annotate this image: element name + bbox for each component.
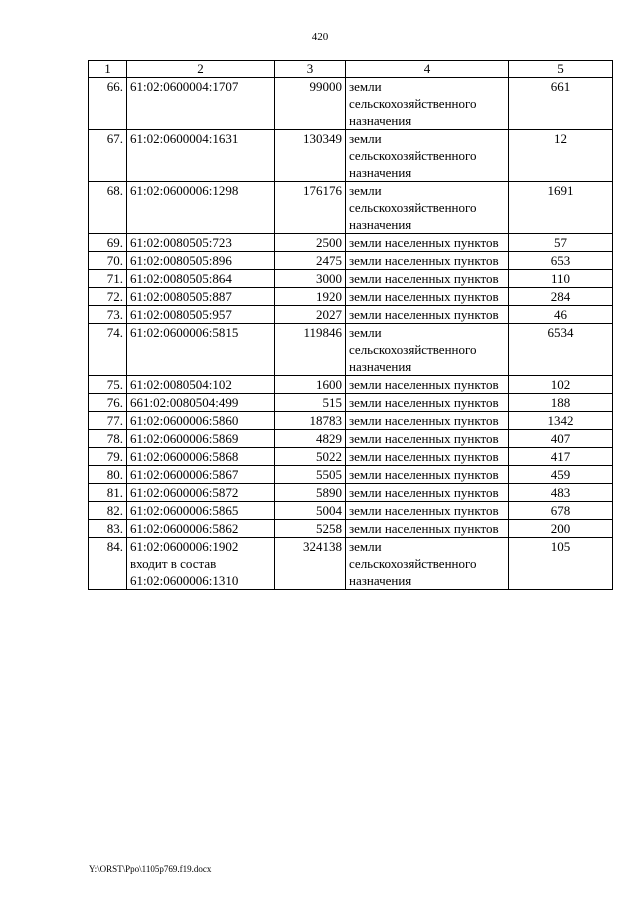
cadastral-number: 61:02:0600006:5869 (127, 430, 275, 448)
table-row (89, 252, 613, 270)
value-cell: 483 (509, 484, 613, 502)
row-number: 84. (89, 538, 127, 590)
plot-area: 2500 (275, 234, 346, 252)
plot-area: 130349 (275, 130, 346, 182)
land-category: земли населенных пунктов (346, 288, 509, 306)
table-row (89, 270, 613, 288)
row-number: 76. (89, 394, 127, 412)
land-category: земли населенных пунктов (346, 502, 509, 520)
plot-area: 5004 (275, 502, 346, 520)
row-number: 74. (89, 324, 127, 376)
table-body (89, 78, 613, 590)
row-number: 68. (89, 182, 127, 234)
cadastral-number: 61:02:0600004:1631 (127, 130, 275, 182)
value-cell: 1342 (509, 412, 613, 430)
row-number: 79. (89, 448, 127, 466)
value-cell: 102 (509, 376, 613, 394)
value-cell: 284 (509, 288, 613, 306)
plot-area: 1600 (275, 376, 346, 394)
plot-area: 18783 (275, 412, 346, 430)
value-cell: 459 (509, 466, 613, 484)
land-category: земли населенных пунктов (346, 376, 509, 394)
plot-area: 99000 (275, 78, 346, 130)
row-number: 73. (89, 306, 127, 324)
plot-area: 5505 (275, 466, 346, 484)
cadastral-number: 61:02:0600006:5867 (127, 466, 275, 484)
land-category: земли населенных пунктов (346, 306, 509, 324)
plot-area: 515 (275, 394, 346, 412)
table-row (89, 130, 613, 182)
land-category: земли населенных пунктов (346, 448, 509, 466)
plot-area: 2475 (275, 252, 346, 270)
plot-area: 5022 (275, 448, 346, 466)
row-number: 67. (89, 130, 127, 182)
value-cell: 57 (509, 234, 613, 252)
value-cell: 105 (509, 538, 613, 590)
value-cell: 46 (509, 306, 613, 324)
row-number: 72. (89, 288, 127, 306)
land-category: земли населенных пунктов (346, 412, 509, 430)
page-number: 420 (311, 31, 329, 43)
table-row (89, 288, 613, 306)
land-category: земли населенных пунктов (346, 252, 509, 270)
cadastral-number: 61:02:0600006:5862 (127, 520, 275, 538)
value-cell: 417 (509, 448, 613, 466)
column-header: 1 (89, 61, 127, 78)
table-row (89, 306, 613, 324)
value-cell: 1691 (509, 182, 613, 234)
land-category: земли населенных пунктов (346, 270, 509, 288)
table-row (89, 448, 613, 466)
land-category: земли сельскохозяйственного назначения (346, 78, 509, 130)
table-row (89, 234, 613, 252)
row-number: 80. (89, 466, 127, 484)
cadastral-number: 61:02:0600006:5860 (127, 412, 275, 430)
cadastral-number: 61:02:0080504:102 (127, 376, 275, 394)
cadastral-number: 61:02:0600006:5815 (127, 324, 275, 376)
land-plots-table (88, 60, 613, 590)
row-number: 75. (89, 376, 127, 394)
row-number: 81. (89, 484, 127, 502)
table-row (89, 502, 613, 520)
file-path-footer: Y:\ORST\Ppo\1105p769.f19.docx (89, 864, 212, 874)
plot-area: 119846 (275, 324, 346, 376)
value-cell: 200 (509, 520, 613, 538)
table-row (89, 466, 613, 484)
column-header: 2 (127, 61, 275, 78)
cadastral-number: 61:02:0600004:1707 (127, 78, 275, 130)
table-row (89, 430, 613, 448)
plot-area: 176176 (275, 182, 346, 234)
land-category: земли населенных пунктов (346, 234, 509, 252)
cadastral-number: 61:02:0080505:864 (127, 270, 275, 288)
value-cell: 6534 (509, 324, 613, 376)
row-number: 77. (89, 412, 127, 430)
cadastral-number: 61:02:0080505:723 (127, 234, 275, 252)
plot-area: 3000 (275, 270, 346, 288)
row-number: 70. (89, 252, 127, 270)
table-row (89, 324, 613, 376)
value-cell: 12 (509, 130, 613, 182)
table-row (89, 412, 613, 430)
table-header-row (89, 61, 613, 78)
value-cell: 653 (509, 252, 613, 270)
value-cell: 678 (509, 502, 613, 520)
cadastral-number: 61:02:0600006:5872 (127, 484, 275, 502)
column-header: 5 (509, 61, 613, 78)
table-row (89, 484, 613, 502)
cadastral-number: 61:02:0600006:1902 входит в состав 61:02:0600006:1310 (127, 538, 275, 590)
row-number: 78. (89, 430, 127, 448)
plot-area: 324138 (275, 538, 346, 590)
value-cell: 407 (509, 430, 613, 448)
value-cell: 188 (509, 394, 613, 412)
cadastral-number: 61:02:0600006:5868 (127, 448, 275, 466)
cadastral-number: 661:02:0080504:499 (127, 394, 275, 412)
value-cell: 661 (509, 78, 613, 130)
plot-area: 2027 (275, 306, 346, 324)
cadastral-number: 61:02:0080505:887 (127, 288, 275, 306)
land-category: земли населенных пунктов (346, 394, 509, 412)
row-number: 83. (89, 520, 127, 538)
table-row (89, 394, 613, 412)
plot-area: 5258 (275, 520, 346, 538)
table-row (89, 376, 613, 394)
land-category: земли населенных пунктов (346, 484, 509, 502)
land-category: земли населенных пунктов (346, 466, 509, 484)
table-row (89, 538, 613, 590)
cadastral-number: 61:02:0600006:5865 (127, 502, 275, 520)
land-category: земли населенных пунктов (346, 430, 509, 448)
row-number: 71. (89, 270, 127, 288)
land-category: земли населенных пунктов (346, 520, 509, 538)
land-category: земли сельскохозяйственного назначения (346, 538, 509, 590)
plot-area: 1920 (275, 288, 346, 306)
cadastral-number: 61:02:0080505:896 (127, 252, 275, 270)
cadastral-number: 61:02:0600006:1298 (127, 182, 275, 234)
column-header: 4 (346, 61, 509, 78)
row-number: 82. (89, 502, 127, 520)
row-number: 69. (89, 234, 127, 252)
row-number: 66. (89, 78, 127, 130)
land-category: земли сельскохозяйственного назначения (346, 324, 509, 376)
table-row (89, 520, 613, 538)
cadastral-number: 61:02:0080505:957 (127, 306, 275, 324)
plot-area: 4829 (275, 430, 346, 448)
value-cell: 110 (509, 270, 613, 288)
column-header: 3 (275, 61, 346, 78)
table-row (89, 78, 613, 130)
table-row (89, 182, 613, 234)
land-category: земли сельскохозяйственного назначения (346, 130, 509, 182)
land-category: земли сельскохозяйственного назначения (346, 182, 509, 234)
plot-area: 5890 (275, 484, 346, 502)
